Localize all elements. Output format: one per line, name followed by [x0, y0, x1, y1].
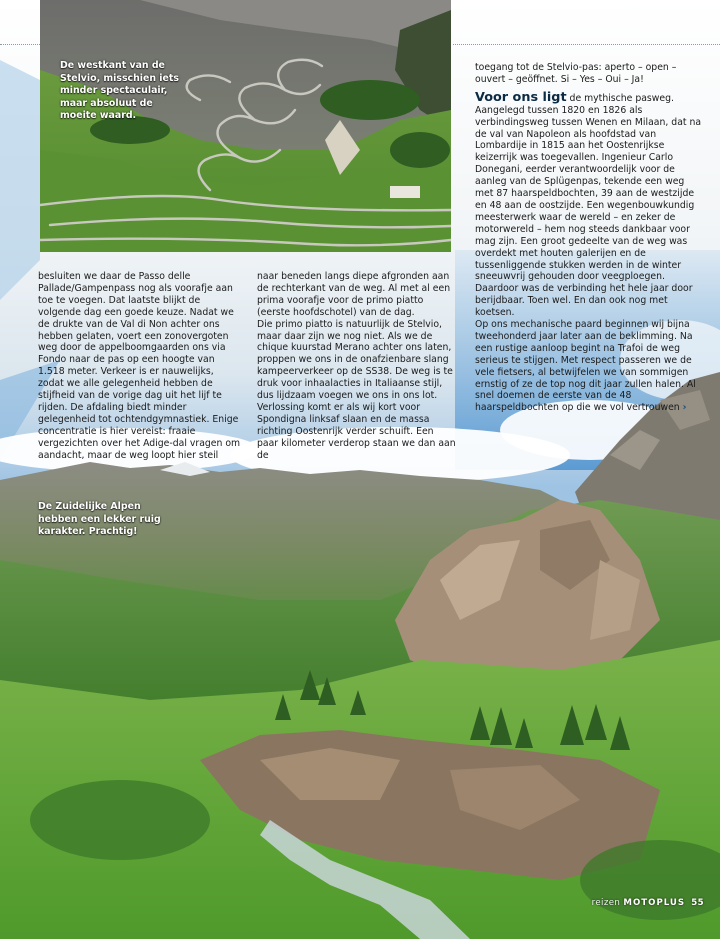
page-footer	[592, 898, 704, 908]
stelvio-hairpins-photo	[40, 0, 451, 252]
article-column-left	[38, 271, 241, 462]
right-column-paragraph-2	[475, 319, 702, 414]
left-column-text: besluiten we daar de Passo delle Pallade/Gampenpass nog als voorafje aan toe te voegen. Dat laatste blijkt de volgende dag een goede keuze. Nadat we de drukte van de Val di Non achter ons hebben gelaten, voert een zonovergoten weg door de appelboomgaarden ons via Fondo naar de pas op een hoogte van 1.518 meter. Verkeer is er nauwelijks, zodat we alle gelegenheid hebben de stijfheid van de vorige dag uit het lijf te rijden. De afdaling biedt minder gelegenheid tot ochtendgymnastiek. Enige concentratie is hier vereist: fraaie vergezichten over het Adige-dal vragen om aandacht, maar de weg loopt hier steil	[38, 271, 241, 461]
top-rule-right	[453, 44, 720, 45]
middle-column-paragraph-2: Die primo piatto is natuurlijk de Stelvio, maar daar zijn we nog niet. Als we de chique kuurstad Merano achter ons laten, proppen we ons in de onafzienbare slang kampeerverkeer op de SS38. De weg is te druk voor inhaalacties in Italiaanse stijl, dus lijdzaam voegen we ons in ons lot. Verlossing komt er als wij kort voor Spondigna linksaf slaan en de massa richting Oostenrijk verder schuift. Een paar kilometer verderop staan we dan aan de	[257, 318, 456, 461]
photo-caption-bottom: De Zuidelijke Alpen hebben een lekker ruig karakter. Prachtig!	[38, 501, 161, 538]
lead-in-heading: Voor ons ligt	[475, 89, 567, 105]
footer-brand: MOTOPLUS	[623, 898, 686, 908]
continue-arrow-icon: ›	[682, 402, 687, 414]
right-column-p1-text: de mythische pasweg. Aangelegd tussen 1820 en 1826 als verbindingsweg tussen Wenen en Milaan, dat na de val van Napoleon als hoofdstad van Lombardije in 1815 aan het Oostenrijkse keizerrijk was toegevallen. Ingenieur Carlo Donegani, eerder verantwoordelijk voor de aanleg van de Splügenpas, tekende een weg met 87 haarspeldbochten, 39 aan de westzijde en 48 aan de oostzijde. Een wegenbouwkundig meesterwerk waar de wereld – en zeker de motorwereld – hem nog steeds dankbaar voor mag zijn. Een groot gedeelte van de weg was overdekt met houten galerijen en de tussenliggende stukken werden in de winter sneeuwvrij gehouden door veegploegen. Daardoor was de verbinding het hele jaar door berijdbaar. Toen wel. En dan ook nog met koetsen.	[475, 92, 702, 319]
article-column-middle	[257, 271, 457, 462]
page-number: 55	[691, 898, 704, 908]
top-rule-left	[0, 44, 40, 45]
right-column-paragraph-1	[475, 89, 702, 319]
photo-caption-top: De westkant van de Stelvio, misschien iets minder spectaculair, maar absoluut de moeite waard.	[60, 60, 179, 122]
article-column-right	[475, 62, 702, 414]
middle-column-paragraph-1: naar beneden langs diepe afgronden aan de rechterkant van de weg. Al met al een prima voorafje voor de primo piatto (eerste hoofdschotel) van de dag.	[257, 271, 451, 318]
right-column-intro: toegang tot de Stelvio-pas: aperto – open – ouvert – geöffnet. Si – Yes – Oui – Ja!	[475, 62, 677, 85]
footer-section: reizen	[591, 898, 621, 908]
right-column-p2-text: Op ons mechanische paard beginnen wij bijna tweehonderd jaar later aan de beklimming. Na een rustige aanloop begint na Trafoi de weg serieus te stijgen. Met respect passeren we de vele fietsers, al betwijfelen we van sommigen ernstig of ze de top nog dit jaar zullen halen. Al snel doemen de eerste van de 48 haarspeldbochten op die we vol vertrouwen	[475, 319, 696, 414]
